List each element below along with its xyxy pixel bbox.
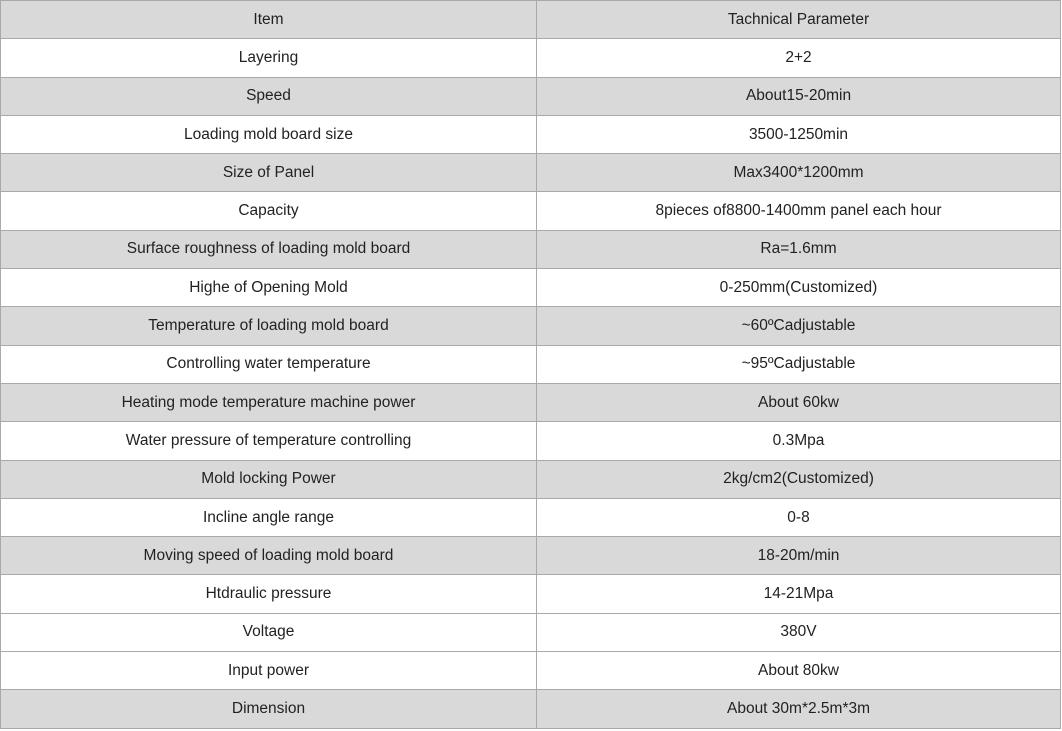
item-cell: Capacity: [1, 192, 537, 230]
table-row: [1, 77, 1061, 115]
item-cell: Layering: [1, 39, 537, 77]
value-cell: 14-21Mpa: [537, 575, 1061, 613]
value-cell: ~60ºCadjustable: [537, 307, 1061, 345]
item-cell: Moving speed of loading mold board: [1, 537, 537, 575]
table-row: [1, 154, 1061, 192]
table-row: [1, 498, 1061, 536]
value-cell: About 30m*2.5m*3m: [537, 690, 1061, 728]
item-cell: Htdraulic pressure: [1, 575, 537, 613]
value-cell: 3500-1250min: [537, 115, 1061, 153]
table-row: [1, 230, 1061, 268]
value-cell: 18-20m/min: [537, 537, 1061, 575]
item-cell: Loading mold board size: [1, 115, 537, 153]
value-cell: 0-8: [537, 498, 1061, 536]
item-cell: Incline angle range: [1, 498, 537, 536]
value-cell: 8pieces of8800-1400mm panel each hour: [537, 192, 1061, 230]
value-cell: About15-20min: [537, 77, 1061, 115]
item-cell: Size of Panel: [1, 154, 537, 192]
value-cell: 380V: [537, 613, 1061, 651]
table-row: [1, 115, 1061, 153]
column-header-item: Item: [1, 1, 537, 39]
item-cell: Water pressure of temperature controlling: [1, 422, 537, 460]
value-cell: ~95ºCadjustable: [537, 345, 1061, 383]
value-cell: About 60kw: [537, 383, 1061, 421]
table-row: [1, 690, 1061, 728]
value-cell: 0-250mm(Customized): [537, 269, 1061, 307]
value-cell: Ra=1.6mm: [537, 230, 1061, 268]
table-row: [1, 383, 1061, 421]
table-row: [1, 613, 1061, 651]
item-cell: Temperature of loading mold board: [1, 307, 537, 345]
table-row: [1, 537, 1061, 575]
table-row: [1, 307, 1061, 345]
item-cell: Speed: [1, 77, 537, 115]
item-cell: Surface roughness of loading mold board: [1, 230, 537, 268]
table-row: [1, 422, 1061, 460]
value-cell: 2kg/cm2(Customized): [537, 460, 1061, 498]
item-cell: Controlling water temperature: [1, 345, 537, 383]
item-cell: Highe of Opening Mold: [1, 269, 537, 307]
value-cell: About 80kw: [537, 652, 1061, 690]
table-row: [1, 460, 1061, 498]
table-row: [1, 269, 1061, 307]
item-cell: Heating mode temperature machine power: [1, 383, 537, 421]
value-cell: 0.3Mpa: [537, 422, 1061, 460]
item-cell: Dimension: [1, 690, 537, 728]
table-header-row: [1, 1, 1061, 39]
value-cell: Max3400*1200mm: [537, 154, 1061, 192]
item-cell: Mold locking Power: [1, 460, 537, 498]
table-row: [1, 39, 1061, 77]
table-row: [1, 652, 1061, 690]
item-cell: Voltage: [1, 613, 537, 651]
table-row: [1, 192, 1061, 230]
table-row: [1, 345, 1061, 383]
item-cell: Input power: [1, 652, 537, 690]
value-cell: 2+2: [537, 39, 1061, 77]
column-header-parameter: Tachnical Parameter: [537, 1, 1061, 39]
table-row: [1, 575, 1061, 613]
